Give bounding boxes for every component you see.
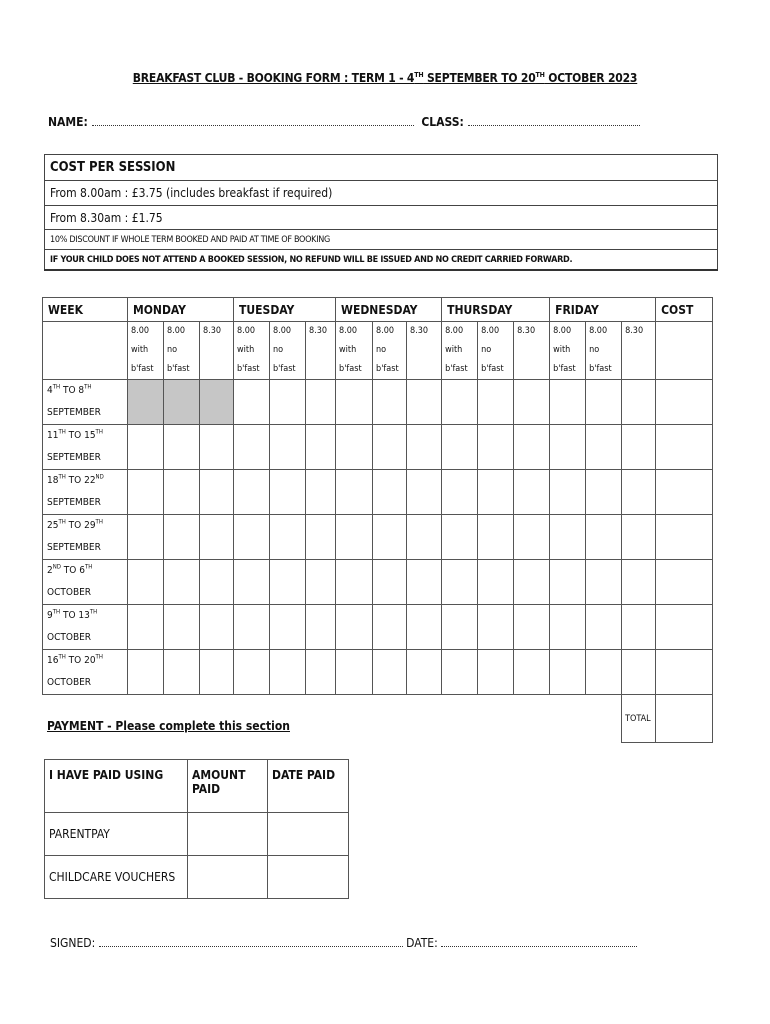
day-header-tuesday: TUESDAY	[234, 298, 336, 322]
session-checkbox-cell[interactable]	[336, 515, 373, 560]
session-header	[373, 322, 407, 380]
session-checkbox-cell[interactable]	[128, 515, 164, 560]
week-cost-cell[interactable]	[656, 650, 713, 695]
paid-using-header: I HAVE PAID USING	[45, 760, 188, 813]
session-header-line: no	[273, 345, 284, 355]
session-header	[128, 322, 164, 380]
week-month: SEPTEMBER	[47, 542, 101, 553]
date-field[interactable]	[441, 936, 637, 947]
session-header-line: 8.30	[410, 326, 429, 336]
week-end-day: TO 8	[60, 385, 85, 396]
session-header-line	[203, 360, 233, 379]
session-header-line	[517, 341, 549, 360]
week-month: OCTOBER	[47, 677, 92, 688]
session-checkbox-cell[interactable]	[270, 605, 306, 650]
week-start-day: 2	[47, 565, 53, 576]
total-label: TOTAL	[622, 695, 656, 743]
cost-line-800: From 8.00am : £3.75 (includes breakfast if required)	[45, 181, 718, 206]
session-checkbox-cell[interactable]	[550, 380, 586, 425]
week-start-day: 4	[47, 385, 53, 396]
session-header-line: b'fast	[553, 364, 576, 374]
session-checkbox-cell[interactable]	[270, 650, 306, 695]
session-checkbox-cell[interactable]	[306, 470, 336, 515]
session-checkbox-cell[interactable]	[128, 470, 164, 515]
week-label	[43, 650, 128, 695]
week-end-day: TO 29	[65, 520, 96, 531]
session-header-line: 8.00	[237, 326, 256, 336]
session-checkbox-cell[interactable]	[200, 515, 234, 560]
session-checkbox-cell[interactable]	[373, 605, 407, 650]
session-header-line: 8.00	[481, 326, 500, 336]
session-checkbox-cell[interactable]	[478, 650, 514, 695]
session-checkbox-cell[interactable]	[622, 605, 656, 650]
session-header	[622, 322, 656, 380]
session-checkbox-cell[interactable]	[514, 560, 550, 605]
session-header-line	[625, 360, 655, 379]
session-header-line: b'fast	[167, 364, 190, 374]
session-header-line: with	[445, 345, 463, 355]
week-row	[43, 605, 713, 650]
session-checkbox-cell[interactable]	[514, 470, 550, 515]
cost-subheader-blank	[656, 322, 713, 380]
session-header-line: with	[553, 345, 571, 355]
week-start-day: 25	[47, 520, 59, 531]
signed-label: SIGNED:	[50, 936, 96, 950]
session-checkbox-cell[interactable]	[586, 515, 622, 560]
session-header-line: no	[481, 345, 492, 355]
session-checkbox-cell[interactable]	[373, 470, 407, 515]
session-checkbox-cell[interactable]	[478, 605, 514, 650]
week-end-day: TO 6	[60, 565, 85, 576]
week-start-suffix: TH	[58, 653, 66, 661]
week-row	[43, 425, 713, 470]
session-header-line: 8.00	[589, 326, 608, 336]
session-header	[234, 322, 270, 380]
session-header-line: with	[237, 345, 255, 355]
amount-paid-cell[interactable]	[188, 813, 268, 856]
payment-title: PAYMENT - Please complete this section	[47, 719, 290, 733]
session-header	[200, 322, 234, 380]
week-start-day: 18	[47, 475, 59, 486]
session-checkbox-cell[interactable]	[373, 560, 407, 605]
session-checkbox-cell[interactable]	[442, 425, 478, 470]
payment-table	[44, 759, 349, 899]
week-end-suffix: TH	[84, 563, 93, 571]
signature-line	[50, 936, 637, 950]
session-header-line: b'fast	[589, 364, 612, 374]
session-checkbox-cell[interactable]	[270, 560, 306, 605]
week-label	[43, 470, 128, 515]
session-header-line: 8.00	[167, 326, 186, 336]
session-header-line: b'fast	[131, 364, 154, 374]
session-checkbox-cell[interactable]	[234, 515, 270, 560]
date-paid-header: DATE PAID	[268, 760, 349, 813]
session-checkbox-cell[interactable]	[407, 560, 442, 605]
session-checkbox-cell[interactable]	[478, 380, 514, 425]
session-checkbox-cell[interactable]	[336, 650, 373, 695]
week-cost-cell[interactable]	[656, 425, 713, 470]
session-checkbox-cell[interactable]	[622, 470, 656, 515]
session-checkbox-cell[interactable]	[234, 650, 270, 695]
week-cost-cell[interactable]	[656, 380, 713, 425]
week-month: OCTOBER	[47, 587, 92, 598]
session-checkbox-cell[interactable]	[336, 425, 373, 470]
week-start-suffix: TH	[58, 518, 66, 526]
session-checkbox-cell[interactable]	[442, 605, 478, 650]
name-field[interactable]	[92, 115, 414, 126]
session-checkbox-cell[interactable]	[164, 380, 200, 425]
session-checkbox-cell[interactable]	[514, 650, 550, 695]
session-checkbox-cell[interactable]	[514, 380, 550, 425]
session-checkbox-cell[interactable]	[336, 605, 373, 650]
session-checkbox-cell[interactable]	[270, 425, 306, 470]
session-checkbox-cell[interactable]	[200, 650, 234, 695]
week-row	[43, 650, 713, 695]
session-checkbox-cell[interactable]	[270, 470, 306, 515]
session-checkbox-cell[interactable]	[128, 650, 164, 695]
session-header-line	[309, 341, 335, 360]
session-checkbox-cell[interactable]	[622, 650, 656, 695]
session-header-line: 8.00	[273, 326, 292, 336]
session-checkbox-cell[interactable]	[514, 605, 550, 650]
session-header-line: with	[131, 345, 149, 355]
session-checkbox-cell[interactable]	[407, 515, 442, 560]
week-start-suffix: TH	[58, 428, 66, 436]
week-label	[43, 605, 128, 650]
session-header-line: 8.00	[376, 326, 395, 336]
session-checkbox-cell[interactable]	[306, 650, 336, 695]
session-header-line: 8.00	[339, 326, 358, 336]
session-checkbox-cell[interactable]	[407, 470, 442, 515]
week-end-suffix: ND	[95, 473, 104, 481]
week-start-day: 9	[47, 610, 53, 621]
refund-note: IF YOUR CHILD DOES NOT ATTEND A BOOKED SESSION, NO REFUND WILL BE ISSUED AND NO CREDIT CARRIED FORWARD.	[45, 250, 718, 271]
session-header-line: 8.00	[553, 326, 572, 336]
week-label	[43, 515, 128, 560]
session-checkbox-cell[interactable]	[164, 470, 200, 515]
session-header-line: b'fast	[339, 364, 362, 374]
session-checkbox-cell[interactable]	[550, 515, 586, 560]
week-end-suffix: TH	[95, 653, 103, 661]
session-checkbox-cell[interactable]	[622, 380, 656, 425]
session-checkbox-cell[interactable]	[306, 425, 336, 470]
session-checkbox-cell[interactable]	[336, 470, 373, 515]
session-checkbox-cell[interactable]	[200, 470, 234, 515]
week-dates	[47, 470, 127, 492]
session-checkbox-cell[interactable]	[128, 380, 164, 425]
session-checkbox-cell[interactable]	[586, 650, 622, 695]
session-header-line: 8.30	[517, 326, 536, 336]
session-header	[514, 322, 550, 380]
session-checkbox-cell[interactable]	[442, 515, 478, 560]
session-checkbox-cell[interactable]	[306, 380, 336, 425]
session-checkbox-cell[interactable]	[306, 605, 336, 650]
session-checkbox-cell[interactable]	[128, 605, 164, 650]
week-end-day: TO 13	[60, 610, 90, 621]
session-header-line: b'fast	[481, 364, 504, 374]
session-checkbox-cell[interactable]	[200, 605, 234, 650]
name-label: NAME:	[48, 115, 88, 129]
amount-paid-cell[interactable]	[188, 856, 268, 899]
session-header-line: no	[376, 345, 387, 355]
session-checkbox-cell[interactable]	[234, 425, 270, 470]
amount-paid-header: AMOUNT PAID	[188, 760, 268, 813]
session-checkbox-cell[interactable]	[478, 560, 514, 605]
week-start-suffix: ND	[52, 563, 61, 571]
session-checkbox-cell[interactable]	[478, 425, 514, 470]
session-checkbox-cell[interactable]	[550, 425, 586, 470]
session-header-line: with	[339, 345, 357, 355]
session-checkbox-cell[interactable]	[550, 605, 586, 650]
session-checkbox-cell[interactable]	[336, 560, 373, 605]
session-header	[164, 322, 200, 380]
session-header	[586, 322, 622, 380]
session-checkbox-cell[interactable]	[442, 380, 478, 425]
session-checkbox-cell[interactable]	[373, 515, 407, 560]
session-header	[306, 322, 336, 380]
week-dates	[47, 425, 127, 447]
session-checkbox-cell[interactable]	[270, 515, 306, 560]
week-label	[43, 560, 128, 605]
session-checkbox-cell[interactable]	[234, 605, 270, 650]
week-row	[43, 470, 713, 515]
session-header-line: 8.00	[131, 326, 150, 336]
session-header	[336, 322, 373, 380]
session-checkbox-cell[interactable]	[336, 380, 373, 425]
week-month: SEPTEMBER	[47, 452, 101, 463]
week-label	[43, 380, 128, 425]
total-cost-cell[interactable]	[656, 695, 713, 743]
session-checkbox-cell[interactable]	[586, 470, 622, 515]
session-checkbox-cell[interactable]	[586, 560, 622, 605]
date-paid-cell[interactable]	[268, 813, 349, 856]
week-month: OCTOBER	[47, 632, 92, 643]
session-checkbox-cell[interactable]	[306, 515, 336, 560]
session-header-line: 8.30	[309, 326, 328, 336]
session-checkbox-cell[interactable]	[164, 650, 200, 695]
session-header-line	[625, 341, 655, 360]
cost-heading: COST PER SESSION	[45, 155, 718, 181]
week-cost-cell[interactable]	[656, 605, 713, 650]
week-end-day: TO 15	[65, 430, 96, 441]
session-checkbox-cell[interactable]	[442, 470, 478, 515]
day-header-thursday: THURSDAY	[442, 298, 550, 322]
week-dates	[47, 650, 127, 672]
session-checkbox-cell[interactable]	[586, 605, 622, 650]
signature-field[interactable]	[99, 936, 403, 947]
session-header-line	[203, 341, 233, 360]
session-checkbox-cell[interactable]	[164, 605, 200, 650]
session-header-line	[410, 360, 441, 379]
week-dates	[47, 605, 127, 627]
week-start-suffix: TH	[52, 383, 61, 391]
date-label: DATE:	[406, 936, 438, 950]
session-checkbox-cell[interactable]	[407, 605, 442, 650]
session-header-line: b'fast	[273, 364, 296, 374]
session-checkbox-cell[interactable]	[164, 515, 200, 560]
session-header-line: b'fast	[237, 364, 260, 374]
session-checkbox-cell[interactable]	[164, 425, 200, 470]
session-checkbox-cell[interactable]	[200, 425, 234, 470]
session-checkbox-cell[interactable]	[622, 425, 656, 470]
session-checkbox-cell[interactable]	[234, 380, 270, 425]
booking-grid	[42, 297, 713, 743]
week-start-suffix: TH	[58, 473, 66, 481]
week-row	[43, 515, 713, 560]
session-checkbox-cell[interactable]	[128, 425, 164, 470]
cost-header: COST	[656, 298, 713, 322]
session-header	[478, 322, 514, 380]
session-checkbox-cell[interactable]	[586, 380, 622, 425]
session-header	[550, 322, 586, 380]
week-dates	[47, 560, 127, 582]
date-paid-cell[interactable]	[268, 856, 349, 899]
session-checkbox-cell[interactable]	[622, 560, 656, 605]
class-field[interactable]	[468, 115, 640, 126]
week-start-day: 11	[47, 430, 59, 441]
week-end-suffix: TH	[95, 428, 103, 436]
session-checkbox-cell[interactable]	[373, 650, 407, 695]
session-header-line: no	[167, 345, 178, 355]
session-checkbox-cell[interactable]	[407, 650, 442, 695]
week-end-suffix: TH	[84, 383, 92, 391]
method-childcare-vouchers: CHILDCARE VOUCHERS	[45, 856, 188, 899]
week-header: WEEK	[43, 298, 128, 322]
session-header-line: b'fast	[445, 364, 468, 374]
cost-line-830: From 8.30am : £1.75	[45, 206, 718, 230]
method-parentpay: PARENTPAY	[45, 813, 188, 856]
session-checkbox-cell[interactable]	[234, 560, 270, 605]
session-checkbox-cell[interactable]	[442, 560, 478, 605]
session-header-line: no	[589, 345, 600, 355]
week-subheader-blank	[43, 322, 128, 380]
session-header-line: 8.30	[625, 326, 644, 336]
session-checkbox-cell[interactable]	[128, 560, 164, 605]
session-header-line	[410, 341, 441, 360]
day-header-monday: MONDAY	[128, 298, 234, 322]
session-checkbox-cell[interactable]	[550, 650, 586, 695]
cost-table	[44, 154, 718, 271]
week-end-suffix: TH	[89, 608, 98, 616]
week-row	[43, 380, 713, 425]
session-checkbox-cell[interactable]	[407, 380, 442, 425]
session-header-line: b'fast	[376, 364, 399, 374]
discount-note: 10% DISCOUNT IF WHOLE TERM BOOKED AND PAID AT TIME OF BOOKING	[45, 230, 718, 250]
week-start-day: 16	[47, 655, 59, 666]
week-label	[43, 425, 128, 470]
week-cost-cell[interactable]	[656, 470, 713, 515]
session-header-line	[309, 360, 335, 379]
session-header-line: 8.30	[203, 326, 222, 336]
session-checkbox-cell[interactable]	[622, 515, 656, 560]
session-checkbox-cell[interactable]	[270, 380, 306, 425]
name-class-line	[48, 115, 640, 129]
session-checkbox-cell[interactable]	[407, 425, 442, 470]
session-checkbox-cell[interactable]	[164, 560, 200, 605]
session-checkbox-cell[interactable]	[514, 515, 550, 560]
class-label: CLASS:	[421, 115, 464, 129]
session-checkbox-cell[interactable]	[200, 560, 234, 605]
week-month: SEPTEMBER	[47, 497, 101, 508]
week-dates	[47, 380, 127, 402]
week-end-day: TO 22	[65, 475, 96, 486]
week-cost-cell[interactable]	[656, 560, 713, 605]
week-end-suffix: TH	[95, 518, 103, 526]
session-checkbox-cell[interactable]	[550, 470, 586, 515]
session-header-line: 8.00	[445, 326, 464, 336]
session-checkbox-cell[interactable]	[478, 470, 514, 515]
session-header	[407, 322, 442, 380]
week-month: SEPTEMBER	[47, 407, 101, 418]
session-checkbox-cell[interactable]	[478, 515, 514, 560]
session-header	[270, 322, 306, 380]
day-header-friday: FRIDAY	[550, 298, 656, 322]
form-title: BREAKFAST CLUB - BOOKING FORM : TERM 1 - 4TH SEPTEMBER TO 20TH OCTOBER 2023	[132, 71, 638, 85]
session-checkbox-cell[interactable]	[586, 425, 622, 470]
week-row	[43, 560, 713, 605]
session-checkbox-cell[interactable]	[306, 560, 336, 605]
week-dates	[47, 515, 127, 537]
session-header-line	[517, 360, 549, 379]
session-checkbox-cell[interactable]	[373, 380, 407, 425]
session-checkbox-cell[interactable]	[373, 425, 407, 470]
week-end-day: TO 20	[65, 655, 96, 666]
session-checkbox-cell[interactable]	[550, 560, 586, 605]
week-cost-cell[interactable]	[656, 515, 713, 560]
session-checkbox-cell[interactable]	[442, 650, 478, 695]
session-checkbox-cell[interactable]	[234, 470, 270, 515]
day-header-wednesday: WEDNESDAY	[336, 298, 442, 322]
session-header	[442, 322, 478, 380]
session-checkbox-cell[interactable]	[200, 380, 234, 425]
week-start-suffix: TH	[52, 608, 61, 616]
session-checkbox-cell[interactable]	[514, 425, 550, 470]
